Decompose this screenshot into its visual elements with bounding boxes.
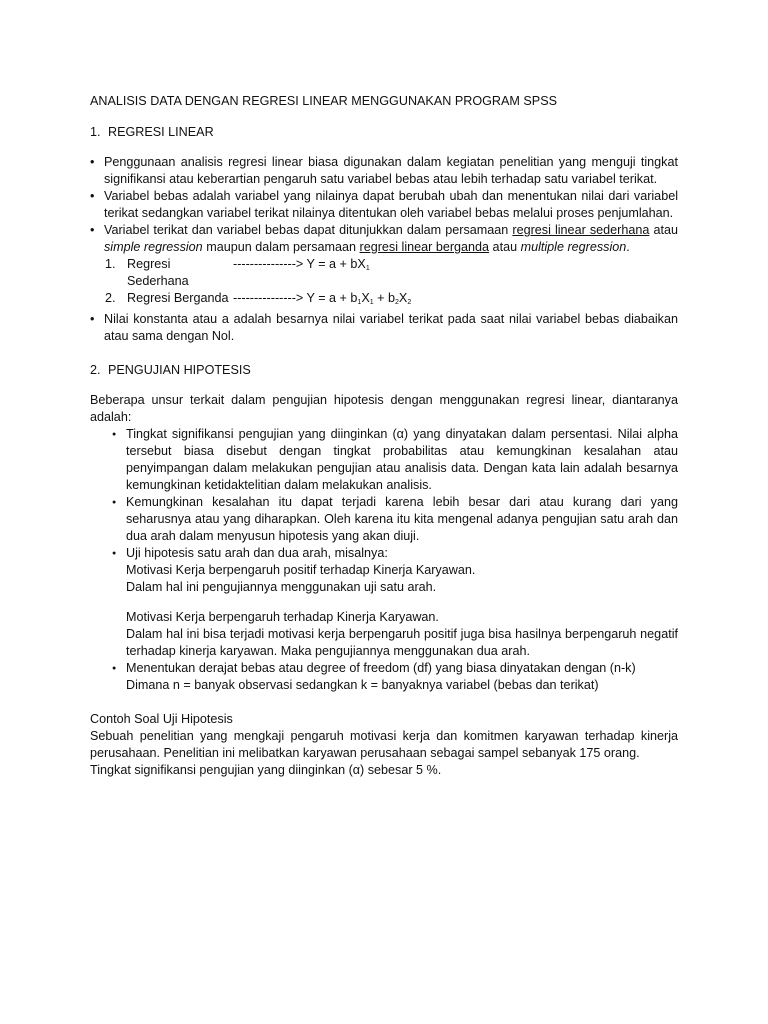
underlined-term: regresi linear sederhana [512, 223, 650, 237]
section-1-bullets [90, 154, 678, 345]
bullet-item: ● Kemungkinan kesalahan itu dapat terjadi karena lebih besar dari atau kurang dari yang seharusnya atau yang diharapkan. Oleh karena itu kita mengenal adanya pengujian satu arah dan dua arah dalam menyusun hipotesis yang akan diuji. [111, 494, 678, 545]
section-2-intro: Beberapa unsur terkait dalam pengujian hipotesis dengan menggunakan regresi linear, diantaranya adalah: [90, 393, 678, 424]
section-2-heading: 2. PENGUJIAN HIPOTESIS [90, 363, 251, 377]
bullet-item: • Nilai konstanta atau a adalah besarnya nilai variabel terikat pada saat nilai variabel bebas diabaikan atau sama dengan Nol. [90, 311, 678, 345]
document-title: ANALISIS DATA DENGAN REGRESI LINEAR MENGGUNAKAN PROGRAM SPSS [90, 94, 558, 108]
bullet-item: ● Menentukan derajat bebas atau degree of freedom (df) yang biasa dinyatakan dengan (n-k) Dimana n = banyak observasi sedangkan k = banyaknya variabel (bebas dan terikat) [111, 660, 678, 694]
section-1-heading: 1. REGRESI LINEAR [90, 125, 214, 139]
bullet-item: • Variabel bebas adalah variabel yang nilainya dapat berubah ubah dan menentukan nilai dari variabel terikat sedangkan variabel terikat nilainya ditentukan oleh variabel bebas melalui proses penjumlahan. [90, 188, 678, 222]
document-page [90, 93, 678, 779]
formula-simple: 1. Regresi Sederhana ---------------> $Y = a + bX_1$ [105, 257, 370, 288]
bullet-item: ● Uji hipotesis satu arah dan dua arah, misalnya: Motivasi Kerja berpengaruh positif terhadap Kinerja Karyawan. Dalam hal ini pengujiannya menggunakan uji satu arah. Motivasi Kerja berpengaruh terhadap Kinerja Karyawan. Dalam hal ini bisa terjadi motivasi kerja berpengaruh positif juga bisa hasilnya berpengaruh negatif terhadap kinerja karyawan. Maka pengujiannya menggunakan dua arah. [111, 545, 678, 660]
example-paragraph: Sebuah penelitian yang mengkaji pengaruh motivasi kerja dan komitmen karyawan terhadap kinerja perusahaan. Penelitian ini melibatkan karyawan perusahaan sebagai sampel sebanyak 175 orang. [90, 729, 678, 760]
bullet-item: • Variabel terikat dan variabel bebas dapat ditunjukkan dalam persamaan regresi linear sederhana atau simple regression maupun dalam persamaan regresi linear berganda atau multiple regression. 1. Regresi Sederhana ---------------> $Y = a + bX_1$ 2. Regresi Berganda ---------------> $Y = a + b_1X_1 + b_2X_2$ [90, 222, 678, 311]
regression-formula-list [104, 256, 678, 311]
underlined-term: regresi linear berganda [359, 240, 490, 254]
section-2-bullets [111, 426, 678, 694]
bullet-item: ● Tingkat signifikansi pengujian yang diinginkan (α) yang dinyatakan dalam persentasi. Nilai alpha tersebut biasa disebut dengan tingkat probabilitas atau kemungkinan kesalahan atau penyimpangan dalam melakukan pengujian atau analisis data. Dengan kata lain adalah besarnya kemungkinan ketidaktelitian dalam melakukan analisis. [111, 426, 678, 494]
example-paragraph: Tingkat signifikansi pengujian yang diinginkan (α) sebesar 5 %. [90, 763, 442, 777]
example-heading: Contoh Soal Uji Hipotesis [90, 712, 233, 726]
formula-multiple: 2. Regresi Berganda ---------------> $Y = a + b_1X_1 + b_2X_2$ [105, 291, 412, 306]
bullet-item: • Penggunaan analisis regresi linear biasa digunakan dalam kegiatan penelitian yang menguji tingkat signifikansi atau keberartian pengaruh satu variabel bebas atau lebih terhadap satu variabel terikat. [90, 154, 678, 188]
